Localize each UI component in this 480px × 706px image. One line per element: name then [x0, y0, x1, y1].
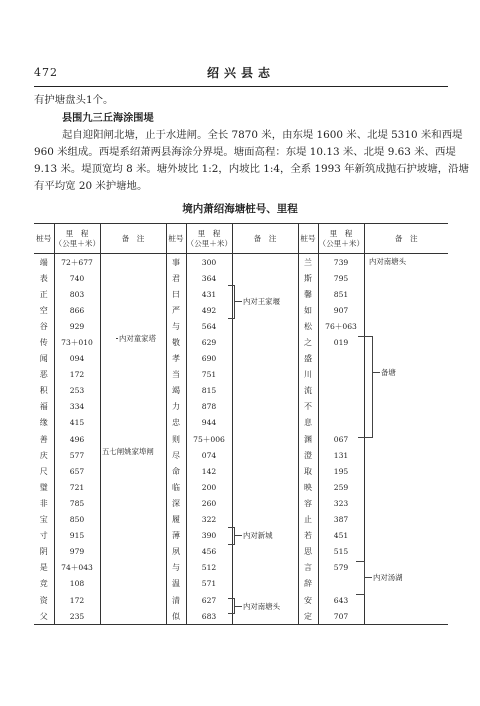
remark-cell	[364, 270, 448, 286]
table-title: 境内萧绍海塘桩号、里程	[182, 203, 298, 215]
header-mileage-unit: （公里＋米）	[54, 238, 101, 248]
mileage-value: 740	[54, 270, 100, 286]
remark-cell	[232, 415, 298, 431]
station-char: 之	[298, 334, 318, 350]
mileage-value: 795	[318, 270, 364, 286]
remark-bracket	[356, 561, 365, 595]
table-row	[34, 479, 448, 495]
header-remarks: 备 注	[100, 224, 166, 254]
mileage-value: 019	[318, 334, 364, 350]
station-char: 川	[298, 367, 318, 383]
remark-cell	[364, 351, 448, 367]
seawall-station-table	[34, 223, 448, 625]
mileage-value: 878	[186, 399, 232, 415]
remark-cell	[232, 447, 298, 463]
remark-cell	[232, 431, 298, 447]
mileage-value: 496	[54, 431, 100, 447]
station-char: 容	[298, 495, 318, 511]
mileage-value: 74＋043	[54, 560, 100, 576]
page-number: 472	[34, 66, 58, 79]
remark-tongjiajiang: 内对童家塔	[119, 334, 156, 343]
remark-bracket	[228, 527, 235, 545]
station-char: 当	[166, 367, 186, 383]
remark-cell	[364, 415, 448, 431]
header-station: 桩号	[166, 224, 186, 254]
table-body	[34, 254, 448, 625]
mileage-value: 851	[318, 286, 364, 302]
mileage-value: 929	[54, 318, 100, 334]
station-char: 寸	[39, 531, 48, 541]
mileage-value: 512	[186, 560, 232, 576]
table-row	[34, 270, 448, 286]
remark-nantangtou: 内对南塘头	[369, 257, 406, 266]
header-mileage-unit: （公里＋米）	[186, 238, 233, 248]
station-char: 忠	[166, 415, 186, 431]
header-mileage-unit: （公里＋米）	[318, 238, 365, 248]
mileage-value: 815	[186, 383, 232, 399]
station-char: 命	[166, 463, 186, 479]
remark-cell	[232, 254, 298, 271]
remark-cell	[100, 608, 166, 625]
station-char: 尺	[39, 466, 48, 476]
remark-cell	[232, 270, 298, 286]
remark-cell	[364, 318, 448, 334]
station-char: 夙	[166, 544, 186, 560]
mileage-value: 300	[186, 254, 232, 271]
mileage-value: 142	[186, 463, 232, 479]
remark-cell	[100, 383, 166, 399]
section-title: 县围九三丘海涂围堤	[62, 113, 154, 124]
mileage-value: 235	[54, 608, 100, 625]
header-mileage-label: 里 程	[65, 228, 89, 238]
table-row	[34, 495, 448, 511]
remark-cell	[100, 544, 166, 560]
remark-nantangtou: 内对南塘头	[243, 602, 280, 611]
mileage-value: 739	[318, 254, 364, 271]
remark-cell	[232, 383, 298, 399]
mileage-value: 564	[186, 318, 232, 334]
remark-cell	[232, 463, 298, 479]
remark-leader	[234, 301, 242, 302]
remark-leader	[364, 577, 372, 578]
station-char: 父	[39, 611, 48, 621]
remark-wangjiayan: 内对王家堰	[243, 297, 280, 306]
remark-cell	[232, 399, 298, 415]
table-row	[34, 318, 448, 334]
station-char: 谷	[39, 321, 48, 331]
station-char: 则	[166, 431, 186, 447]
header-mileage	[318, 224, 364, 254]
station-char: 澄	[298, 447, 318, 463]
mileage-value: 431	[186, 286, 232, 302]
mileage-value: 492	[186, 302, 232, 318]
station-char: 如	[298, 302, 318, 318]
station-char: 力	[166, 399, 186, 415]
table-row	[34, 383, 448, 399]
mileage-value: 571	[186, 576, 232, 592]
remark-cell	[100, 576, 166, 592]
remark-cell	[100, 463, 166, 479]
remark-cell	[364, 479, 448, 495]
mileage-value: 915	[54, 528, 100, 544]
table-row	[34, 544, 448, 560]
mileage-value: 094	[54, 351, 100, 367]
remark-cell	[364, 512, 448, 528]
mileage-value: 657	[54, 463, 100, 479]
header-rule	[34, 86, 448, 87]
remark-beitang: 备塘	[381, 368, 396, 377]
mileage-value: 200	[186, 479, 232, 495]
mileage-value: 067	[318, 431, 364, 447]
remark-cell	[100, 302, 166, 318]
station-char: 安	[298, 592, 318, 608]
station-char: 若	[298, 528, 318, 544]
mileage-value: 72＋677	[54, 254, 100, 271]
station-char: 尽	[166, 447, 186, 463]
mileage-value: 172	[54, 592, 100, 608]
station-char: 善	[39, 434, 48, 444]
remark-cell	[100, 270, 166, 286]
station-char: 兰	[298, 254, 318, 271]
remark-cell	[232, 512, 298, 528]
paragraph-line: 960 米组成。西堤系绍萧两县海涂分界堤。塘面高程：东堤 10.13 米、北堤 9.63 米、西堤	[34, 146, 456, 158]
remark-bracket	[358, 336, 373, 438]
table-row	[34, 608, 448, 625]
station-char: 不	[298, 399, 318, 415]
station-char: 是	[39, 563, 48, 573]
remark-cell	[364, 383, 448, 399]
remark-cell	[100, 286, 166, 302]
table-row	[34, 431, 448, 447]
remark-cell	[232, 576, 298, 592]
mileage-value: 944	[186, 415, 232, 431]
station-char: 孝	[166, 351, 186, 367]
remark-cell	[364, 592, 448, 608]
remark-tanghu: 内对汤湖	[373, 573, 403, 582]
station-char: 竞	[39, 579, 48, 589]
mileage-value: 364	[186, 270, 232, 286]
remark-cell	[100, 254, 166, 271]
station-char: 言	[298, 560, 318, 576]
remark-cell	[100, 367, 166, 383]
mileage-value: 260	[186, 495, 232, 511]
remark-bracket	[228, 285, 235, 319]
station-char: 思	[298, 544, 318, 560]
station-char: 与	[166, 560, 186, 576]
remark-cell	[364, 447, 448, 463]
mileage-value: 707	[318, 608, 364, 625]
table-row	[34, 286, 448, 302]
station-char: 曰	[166, 286, 186, 302]
remark-cell	[232, 479, 298, 495]
station-char: 璧	[39, 482, 48, 492]
mileage-value: 108	[54, 576, 100, 592]
remark-cell	[232, 367, 298, 383]
header-remarks: 备 注	[364, 224, 448, 254]
table-row	[34, 512, 448, 528]
mileage-value: 334	[54, 399, 100, 415]
remark-cell	[100, 512, 166, 528]
station-char: 表	[39, 273, 48, 283]
remark-xincheng: 内对新城	[243, 531, 273, 540]
mileage-value: 323	[318, 495, 364, 511]
remark-cell	[364, 367, 448, 383]
station-char: 空	[39, 305, 48, 315]
remark-cell	[232, 560, 298, 576]
page-header	[34, 64, 448, 84]
station-char: 端	[39, 257, 48, 267]
station-char: 宝	[39, 515, 48, 525]
mileage-value: 73＋010	[54, 334, 100, 350]
station-char: 与	[166, 318, 186, 334]
mileage-value: 690	[186, 351, 232, 367]
header-station: 桩号	[34, 224, 54, 254]
mileage-value: 456	[186, 544, 232, 560]
station-char: 取	[298, 463, 318, 479]
remark-cell	[100, 399, 166, 415]
mileage-value: 515	[318, 544, 364, 560]
station-char: 敬	[166, 334, 186, 350]
mileage-value: 390	[186, 528, 232, 544]
table-row	[34, 463, 448, 479]
station-char: 严	[166, 302, 186, 318]
station-char: 积	[39, 386, 48, 396]
remark-cell	[100, 495, 166, 511]
mileage-value: 579	[318, 560, 364, 576]
station-char: 非	[39, 498, 48, 508]
mileage-value: 75＋006	[186, 431, 232, 447]
mileage-value: 451	[318, 528, 364, 544]
mileage-value: 259	[318, 479, 364, 495]
station-char: 履	[166, 512, 186, 528]
station-char: 竭	[166, 383, 186, 399]
table-row	[34, 351, 448, 367]
mileage-value: 387	[318, 512, 364, 528]
station-char: 阴	[39, 547, 48, 557]
station-char: 庆	[39, 450, 48, 460]
remark-wuqizha: 五七闸姚家埠闸	[102, 447, 154, 456]
remark-cell	[364, 463, 448, 479]
station-char: 君	[166, 270, 186, 286]
station-char: 缘	[39, 418, 48, 428]
remark-cell	[232, 318, 298, 334]
remark-cell	[364, 528, 448, 544]
table-row	[34, 415, 448, 431]
station-char: 正	[39, 289, 48, 299]
paragraph-line: 起自迎阳闸北塘，止于水进闸。全长 7870 米，由东堤 1600 米、北堤 5310 米和西堤	[62, 129, 463, 141]
mileage-value: 907	[318, 302, 364, 318]
mileage-value: 074	[186, 447, 232, 463]
station-char: 福	[39, 402, 48, 412]
station-char: 渊	[298, 431, 318, 447]
station-char: 恶	[39, 370, 48, 380]
table-row	[34, 447, 448, 463]
mileage-value: 751	[186, 367, 232, 383]
station-char: 定	[298, 608, 318, 625]
remark-leader	[234, 535, 242, 536]
header-remarks: 备 注	[232, 224, 298, 254]
remark-cell	[364, 544, 448, 560]
mileage-value: 643	[318, 592, 364, 608]
paragraph-line: 有护塘盘头1个。	[34, 94, 114, 106]
station-char: 临	[166, 479, 186, 495]
remark-cell	[364, 608, 448, 625]
station-char: 松	[298, 318, 318, 334]
paragraph-line: 有平均宽 20 米护塘地。	[34, 180, 148, 192]
mileage-value: 683	[186, 608, 232, 625]
header-mileage	[186, 224, 232, 254]
header-mileage-label: 里 程	[197, 228, 221, 238]
table-row	[34, 302, 448, 318]
remark-cell	[364, 431, 448, 447]
station-char: 深	[166, 495, 186, 511]
mileage-value: 866	[54, 302, 100, 318]
remark-cell	[100, 479, 166, 495]
station-char: 事	[166, 254, 186, 271]
remark-cell	[100, 592, 166, 608]
station-char: 传	[39, 338, 48, 348]
station-char: 资	[39, 595, 48, 605]
station-char: 流	[298, 383, 318, 399]
mileage-value: 131	[318, 447, 364, 463]
mileage-value: 253	[54, 383, 100, 399]
remark-leader	[372, 372, 380, 373]
remark-cell	[364, 302, 448, 318]
station-char: 清	[166, 592, 186, 608]
station-char: 似	[166, 608, 186, 625]
remark-cell	[364, 286, 448, 302]
remark-cell	[232, 351, 298, 367]
mileage-value: 322	[186, 512, 232, 528]
station-char: 温	[166, 576, 186, 592]
remark-cell	[232, 544, 298, 560]
mileage-value: 172	[54, 367, 100, 383]
header-mileage-label: 里 程	[329, 228, 353, 238]
remark-leader	[234, 606, 242, 607]
remark-cell	[100, 431, 166, 447]
mileage-value: 195	[318, 463, 364, 479]
book-title: 绍兴县志	[206, 66, 275, 80]
table-row	[34, 334, 448, 350]
station-char: 斯	[298, 270, 318, 286]
mileage-value: 629	[186, 334, 232, 350]
station-char: 映	[298, 479, 318, 495]
remark-cell	[364, 399, 448, 415]
remark-cell	[232, 334, 298, 350]
station-char: 止	[298, 512, 318, 528]
remark-cell	[364, 495, 448, 511]
paragraph-line: 9.13 米。堤顶宽均 8 米。塘外坡比 1:2，内坡比 1:4，全系 1993 年新筑成抛石护坡塘，沿塘	[34, 163, 469, 175]
station-char: 辞	[298, 576, 318, 592]
mileage-value: 577	[54, 447, 100, 463]
mileage-value: 627	[186, 592, 232, 608]
header-station: 桩号	[298, 224, 318, 254]
remark-cell	[364, 334, 448, 350]
mileage-value: 785	[54, 495, 100, 511]
mileage-value: 979	[54, 544, 100, 560]
mileage-value: 721	[54, 479, 100, 495]
station-char: 闻	[39, 354, 48, 364]
station-char: 薄	[166, 528, 186, 544]
station-char: 馨	[298, 286, 318, 302]
mileage-value: 415	[54, 415, 100, 431]
remark-cell	[232, 495, 298, 511]
table-row	[34, 399, 448, 415]
remark-cell	[100, 351, 166, 367]
remark-cell	[100, 415, 166, 431]
table-header-row	[34, 224, 448, 254]
remark-cell	[100, 528, 166, 544]
mileage-value: 76＋063	[318, 318, 364, 334]
mileage-value: 803	[54, 286, 100, 302]
remark-cell	[100, 560, 166, 576]
mileage-value: 850	[54, 512, 100, 528]
station-char: 息	[298, 415, 318, 431]
station-char: 盛	[298, 351, 318, 367]
header-mileage	[54, 224, 100, 254]
